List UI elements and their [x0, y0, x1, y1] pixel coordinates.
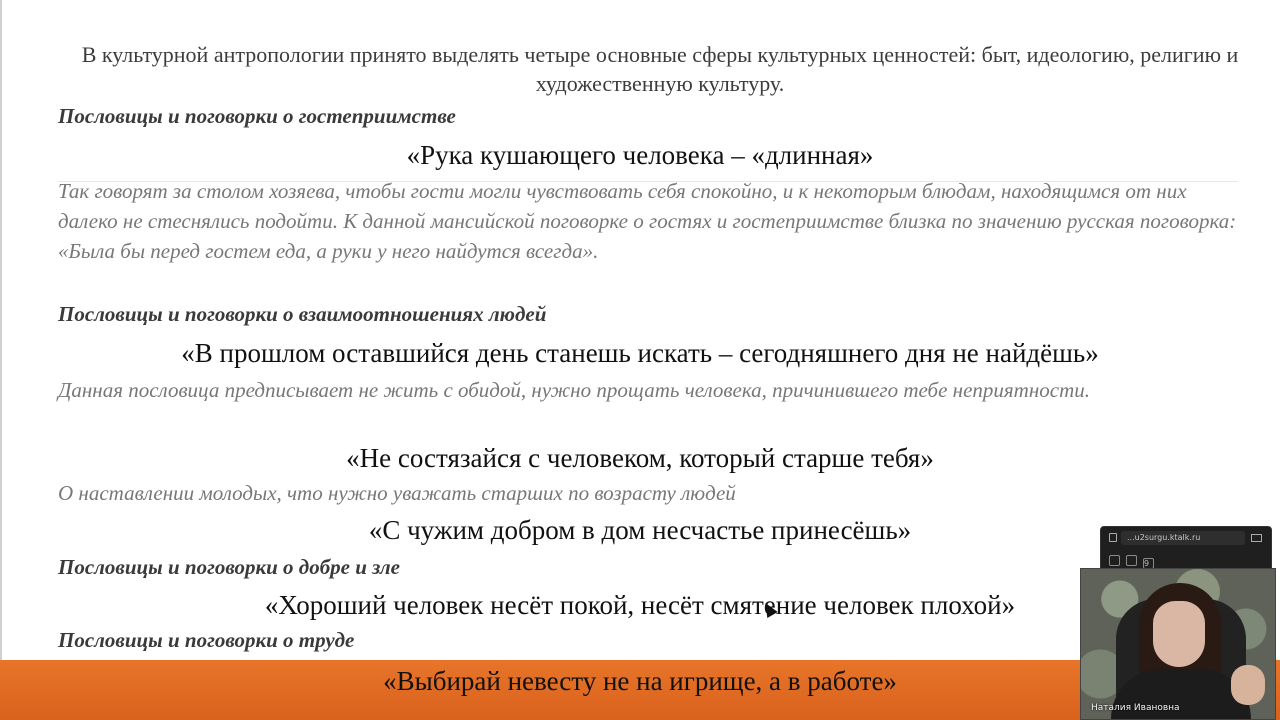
person-face — [1153, 601, 1205, 667]
section-heading-hospitality: Пословицы и поговорки о гостеприимстве — [58, 104, 456, 128]
proverb-good-evil: «Хороший человек несёт покой, несёт смятение человек плохой» — [264, 590, 1016, 620]
explanation-hospitality: Так говорят за столом хозяева, чтобы гости могли чувствовать себя спокойно, и к некоторым блюдам, находящимся от них далеко не стеснялись подойти. К данной мансийской поговорке о гостях и гостеприимстве близка по значению русская поговорка: «Была бы перед гостем еда, а руки у него найдутся всегда». — [58, 179, 1237, 263]
camera-icon[interactable] — [1251, 534, 1262, 542]
call-url[interactable]: ...u2surgu.ktalk.ru — [1121, 531, 1245, 545]
participant-name: Наталия Ивановна — [1091, 703, 1180, 713]
explanation-relations-2: О наставлении молодых, что нужно уважать старших по возрасту людей — [58, 481, 736, 505]
webcam-video-tile[interactable] — [1080, 568, 1276, 720]
video-call-panel[interactable] — [1100, 526, 1272, 572]
explanation-relations-1: Данная пословица предписывает не жить с обидой, нужно прощать человека, причинившего тебе неприятности. — [58, 378, 1090, 402]
section-heading-good-evil: Пословицы и поговорки о добре и зле — [58, 555, 400, 579]
section-heading-relations: Пословицы и поговорки о взаимоотношениях людей — [58, 302, 547, 326]
proverb-relations-1: «В прошлом оставшийся день станешь искать – сегодняшнего дня не найдёшь» — [181, 338, 1099, 368]
lock-icon — [1109, 533, 1117, 542]
screen-share-icon[interactable] — [1126, 555, 1137, 566]
person-hand — [1231, 665, 1265, 705]
proverb-relations-3: «С чужим добром в дом несчастье принесёшь» — [368, 515, 912, 545]
proverb-labor: «Выбирай невесту не на игрище, а в работе» — [383, 666, 897, 696]
section-heading-labor: Пословицы и поговорки о труде — [58, 628, 355, 652]
grid-icon[interactable] — [1109, 555, 1120, 566]
slide-edge — [0, 0, 2, 660]
proverb-hospitality: «Рука кушающего человека – «длинная» — [406, 140, 874, 170]
participant-count[interactable]: 9 — [1143, 558, 1154, 569]
proverb-relations-2: «Не состязайся с человеком, который старше тебя» — [346, 443, 934, 473]
slide-intro-text: В культурной антропологии принято выделять четыре основные сферы культурных ценностей: быт, идеологию, религию и художественную культуру. — [81, 42, 1239, 96]
